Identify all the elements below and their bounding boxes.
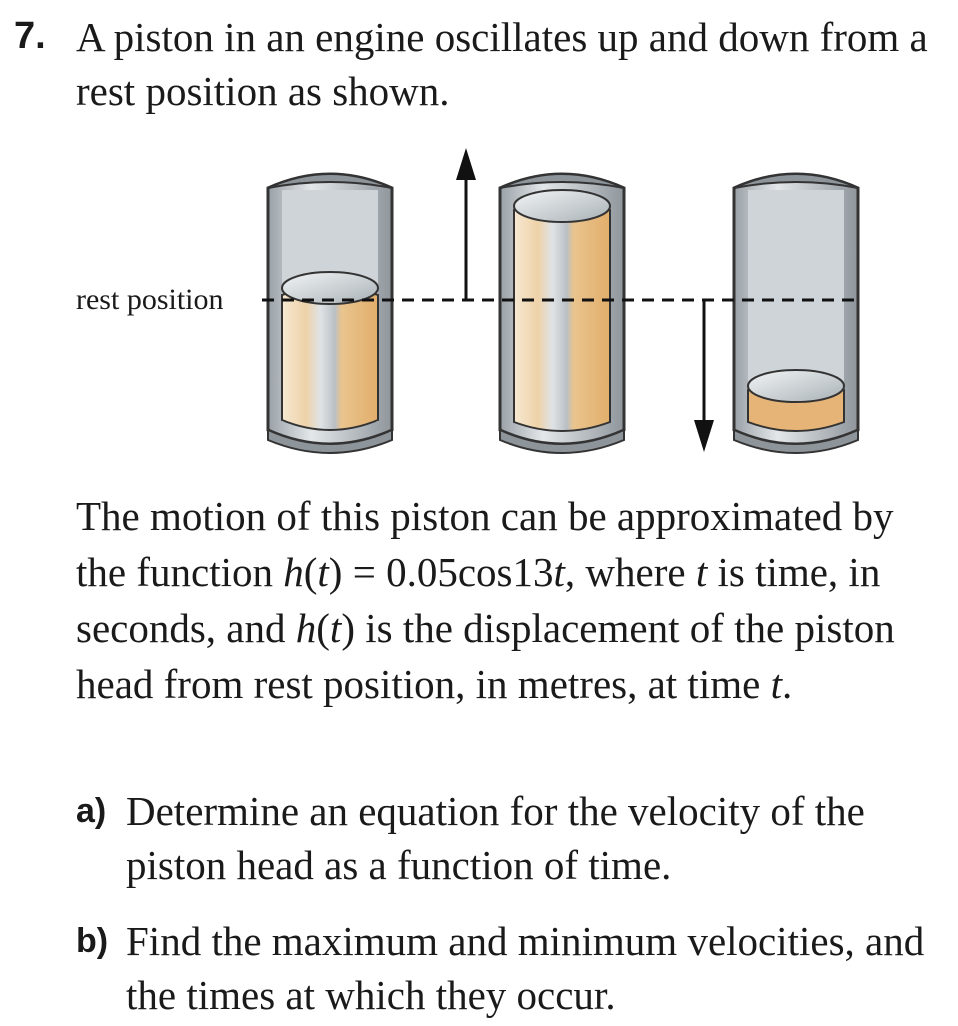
part-a-letter: a) xyxy=(76,792,107,830)
question-number: 7. xyxy=(14,15,46,57)
part-a-text: Determine an equation for the velocity of the piston head as a function of time. xyxy=(126,788,865,888)
question-stem: A piston in an engine oscillates up and down from a rest position as shown. xyxy=(76,14,928,114)
problem-description: The motion of this piston can be approximated by the function h(t) = 0.05cos13t, where t is time, in seconds, and h(t) is the displacement of the piston head from rest position, in metres, at time t. xyxy=(76,493,895,707)
part-a xyxy=(76,784,946,896)
down-arrow-icon xyxy=(694,300,714,452)
piston-figure xyxy=(0,140,958,470)
cylinder-raised xyxy=(500,174,624,453)
cylinder-lowered xyxy=(734,174,858,453)
part-b-text: Find the maximum and minimum velocities, and the times at which they occur. xyxy=(126,918,925,1018)
part-b xyxy=(76,914,946,1026)
up-arrow-icon xyxy=(456,148,476,300)
cylinder-rest xyxy=(268,174,392,453)
part-b-letter: b) xyxy=(76,922,109,960)
rest-position-label: rest position xyxy=(76,283,224,316)
